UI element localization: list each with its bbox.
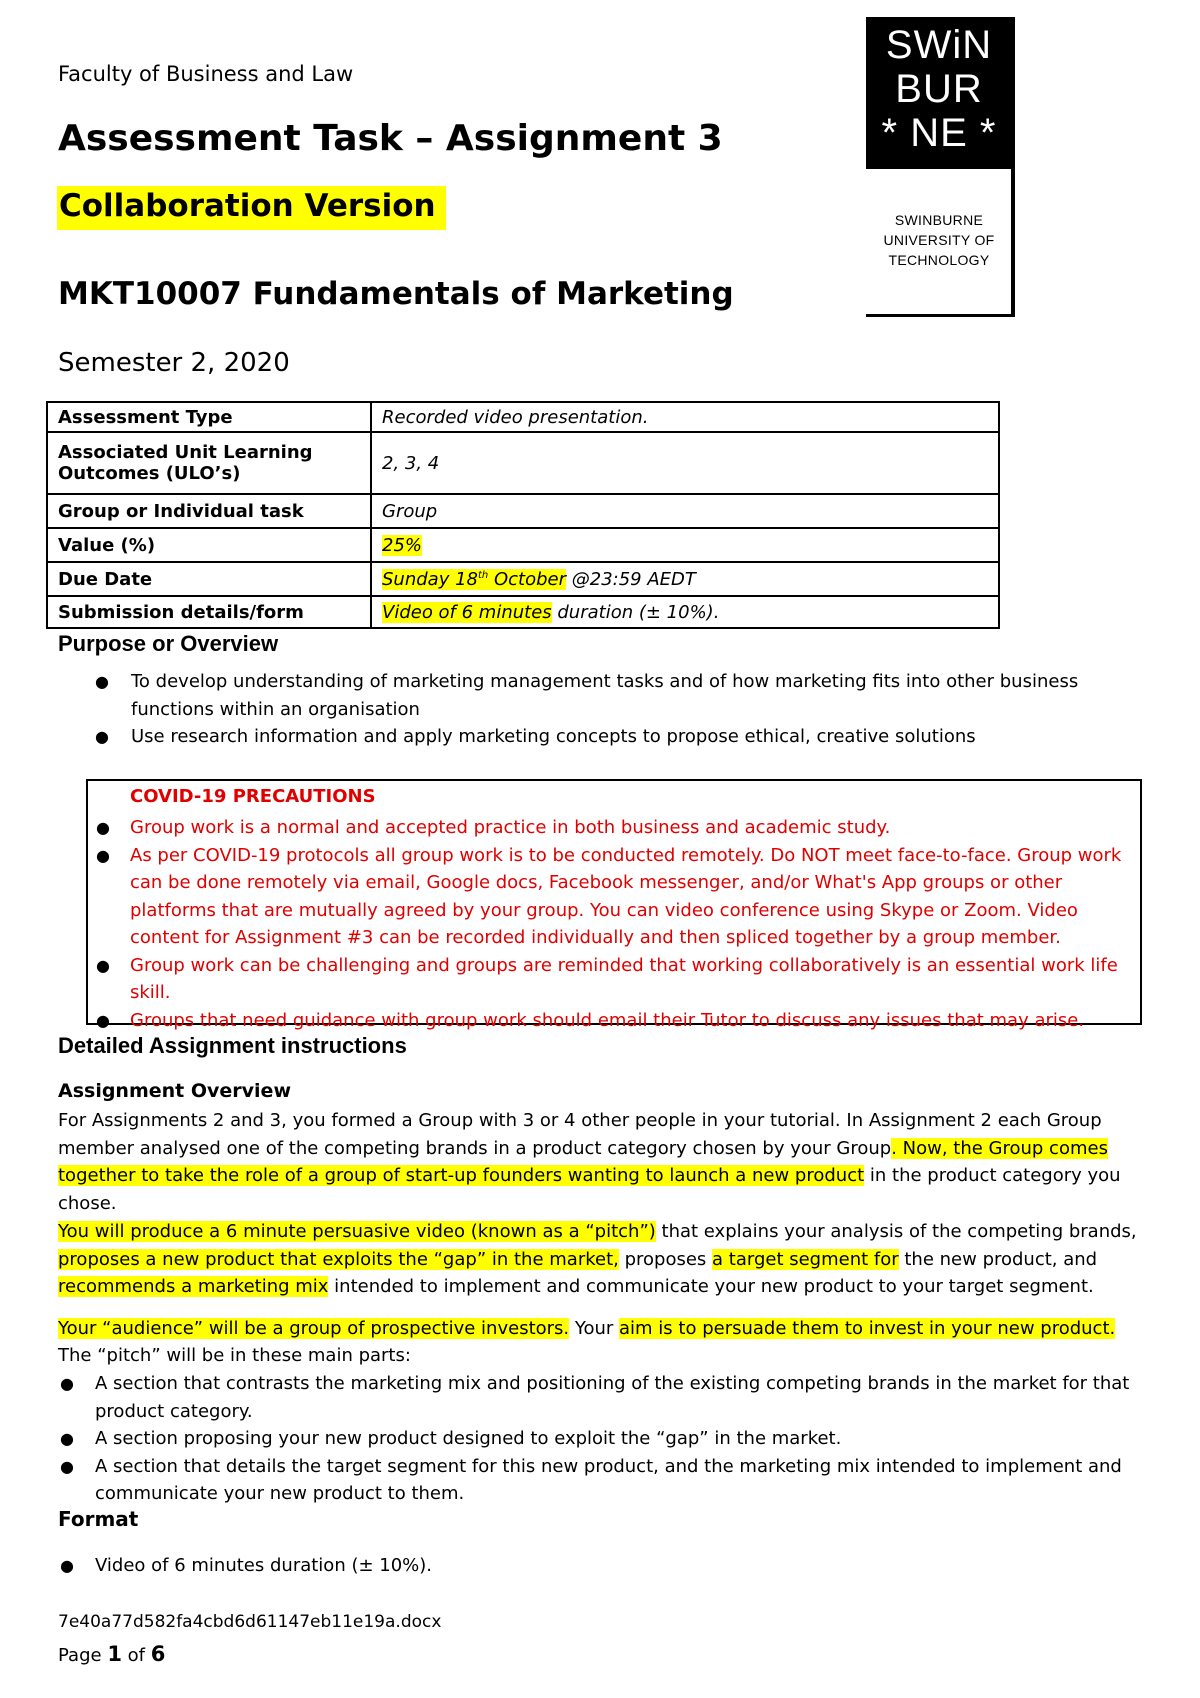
row-label: Submission details/form (47, 596, 371, 628)
logo-text-line-2: UNIVERSITY OF (883, 232, 995, 248)
covid-precautions-box (86, 779, 1142, 1031)
text-run: For Assignments 2 and 3, you formed a Group with 3 or 4 other people in your tutorial. In Assignment 2 each Group member analysed one of the competing brands in a product category chosen by your Group (58, 1110, 1102, 1159)
logo-line-3: * NE * (881, 111, 997, 155)
bullet-icon: ● (60, 1374, 74, 1393)
text-run: intended to implement and communicate your new product to your target segment. (328, 1276, 1094, 1297)
text-highlight: a target segment for (712, 1248, 899, 1270)
overview-paragraph-3 (58, 1315, 1148, 1343)
list-item (88, 1007, 1138, 1035)
page-total: 6 (150, 1642, 166, 1666)
version-label: Collaboration Version (57, 186, 446, 230)
row-label: Due Date (47, 562, 371, 596)
row-value (371, 528, 999, 562)
table-row (47, 528, 999, 562)
list-item-text: Groups that need guidance with group work should email their Tutor to discuss any issues that may arise. (130, 1009, 1085, 1031)
table-row (47, 432, 999, 494)
assignment-overview-heading: Assignment Overview (58, 1080, 292, 1102)
detailed-instructions-heading: Detailed Assignment instructions (58, 1033, 407, 1058)
bullet-icon: ● (60, 1456, 74, 1476)
list-item-text: As per COVID-19 protocols all group work is to be conducted remotely. Do NOT meet face-to-face. Group work can be done remotely via email, Google docs, Facebook messenger, and/or What's App groups or other platforms that are mutually agreed by your group. You can video conference using Skype or Zoom. Video content for Assignment #3 can be recorded individually and then spliced together by a group member. (130, 844, 1122, 948)
row-value: Recorded video presentation. (371, 402, 999, 432)
faculty-name: Faculty of Business and Law (58, 62, 354, 86)
list-item (88, 952, 1138, 1007)
bullet-icon: ● (96, 818, 110, 837)
row-value: Group (371, 494, 999, 528)
bullet-icon: ● (96, 955, 110, 975)
submission-highlight: Video of 6 minutes (382, 601, 552, 623)
logo-mark (866, 17, 1012, 169)
logo-line-2: BUR (895, 67, 983, 111)
row-label: Assessment Type (47, 402, 371, 432)
unit-title: MKT10007 Fundamentals of Marketing (58, 276, 734, 312)
list-item-text: A section that details the target segment for this new product, and the marketing mix intended to implement and communicate your new product to them. (95, 1455, 1122, 1504)
row-label: Associated Unit Learning Outcomes (ULO’s) (47, 432, 371, 494)
list-item (58, 723, 1118, 751)
document-title: Assessment Task – Assignment 3 (58, 118, 723, 159)
list-item (58, 1370, 1138, 1425)
due-date-month: October (488, 568, 567, 590)
purpose-list (58, 668, 1118, 751)
row-value (371, 562, 999, 596)
bullet-icon: ● (95, 672, 109, 691)
row-value (371, 596, 999, 628)
footer-filename: 7e40a77d582fa4cbd6d61147eb11e19a.docx (58, 1612, 442, 1632)
overview-paragraph-1 (58, 1107, 1148, 1217)
list-item (58, 1453, 1138, 1508)
text-highlight: recommends a marketing mix (58, 1276, 329, 1297)
list-item-text: To develop understanding of marketing management tasks and of how marketing fits into other business functions within an organisation (131, 671, 1079, 720)
bullet-icon: ● (60, 1556, 74, 1575)
bullet-icon: ● (60, 1429, 74, 1448)
overview-paragraph-2 (58, 1218, 1148, 1301)
pitch-parts-intro: The “pitch” will be in these main parts: (58, 1345, 411, 1366)
page-current: 1 (107, 1642, 122, 1666)
text-run: in the product category you chose. (58, 1165, 1121, 1214)
logo-text-line-3: TECHNOLOGY (888, 252, 990, 268)
covid-title: COVID-19 PRECAUTIONS (130, 786, 376, 807)
bullet-icon: ● (96, 845, 110, 865)
list-item-text: A section that contrasts the marketing mix and positioning of the existing competing brands in the market for that product category. (95, 1373, 1130, 1422)
swinburne-logo (866, 17, 1016, 317)
format-heading: Format (58, 1507, 139, 1531)
text-run: proposes (618, 1248, 713, 1270)
row-label: Group or Individual task (47, 494, 371, 528)
bullet-icon: ● (95, 727, 109, 746)
text-highlight: You will produce a 6 minute persuasive video (known as a “pitch”) (58, 1221, 656, 1242)
page-number (58, 1642, 165, 1666)
table-row (47, 402, 999, 432)
purpose-heading: Purpose or Overview (58, 631, 279, 656)
text-run: that explains your analysis of the competing brands, (655, 1221, 1137, 1242)
page-of: of (121, 1645, 151, 1666)
list-item (88, 842, 1138, 952)
text-run: Your (569, 1318, 620, 1339)
due-date-highlight (382, 569, 566, 590)
text-highlight: . Now, the Group comes together to take the role of a group of start-up founders wanting to launch a new product (58, 1137, 1108, 1186)
table-row (47, 494, 999, 528)
text-run: the new product, and (898, 1248, 1098, 1270)
semester-label: Semester 2, 2020 (58, 348, 290, 378)
list-item-text: Use research information and apply marketing concepts to propose ethical, creative solutions (131, 726, 976, 747)
row-value: 2, 3, 4 (371, 432, 999, 494)
table-row (47, 596, 999, 628)
text-highlight: Your “audience” will be a group of prospective investors. (58, 1318, 570, 1339)
list-item-text: Group work is a normal and accepted practice in both business and academic study. (130, 817, 891, 838)
due-date-day: Sunday 18 (382, 568, 478, 590)
assessment-details-table (46, 401, 1000, 629)
bullet-icon: ● (96, 1010, 110, 1030)
format-list (58, 1552, 1138, 1580)
list-item (88, 814, 1138, 842)
due-date-time: @23:59 AEDT (566, 568, 696, 590)
submission-rest: duration (± 10%). (551, 601, 720, 623)
list-item (58, 668, 1118, 723)
table-row (47, 562, 999, 596)
list-item (58, 1425, 1138, 1453)
due-date-suffix: th (477, 569, 489, 581)
pitch-parts-list (58, 1370, 1138, 1508)
text-highlight: aim is to persuade them to invest in your new product. (619, 1318, 1116, 1339)
value-highlight: 25% (382, 534, 423, 556)
list-item-text: Video of 6 minutes duration (± 10%). (95, 1555, 433, 1576)
page-prefix: Page (58, 1645, 108, 1666)
list-item-text: Group work can be challenging and groups are reminded that working collaboratively is an essential work life skill. (130, 954, 1118, 1003)
logo-wordmark (866, 210, 1012, 270)
logo-frame-right (1011, 17, 1015, 317)
list-item-text: A section proposing your new product designed to exploit the “gap” in the market. (95, 1428, 842, 1449)
text-highlight: proposes a new product that exploits the “gap” in the market, (58, 1248, 619, 1270)
logo-text-line-1: SWINBURNE (894, 212, 984, 228)
row-label: Value (%) (47, 528, 371, 562)
logo-frame-bottom (866, 314, 1015, 317)
covid-list (88, 814, 1138, 1034)
logo-line-1: SWiN (885, 23, 993, 67)
list-item (58, 1552, 1138, 1580)
